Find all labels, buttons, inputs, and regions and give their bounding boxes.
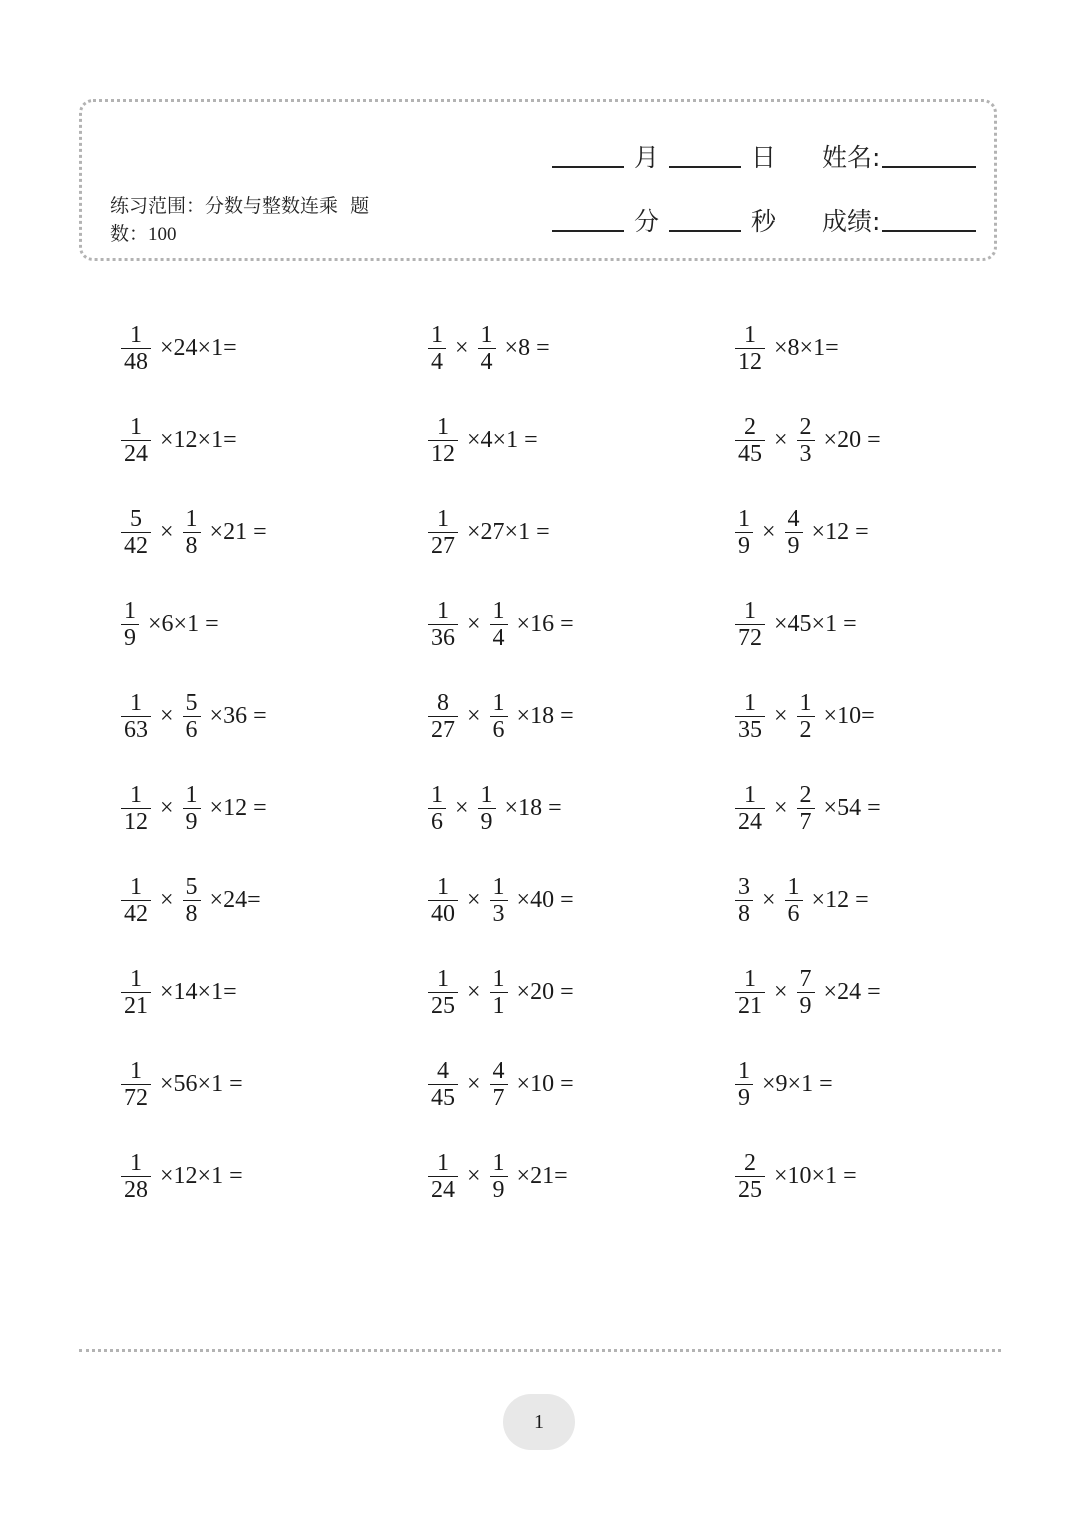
numerator: 1 <box>130 965 142 992</box>
fraction <box>121 598 139 651</box>
operator-text: ×10 = <box>516 1070 574 1097</box>
operator-text: ×54 = <box>823 794 881 821</box>
numerator: 1 <box>130 413 142 440</box>
problem-item <box>732 318 845 378</box>
problem-item <box>425 778 568 838</box>
denominator: 25 <box>431 992 455 1019</box>
operator-text: ×8 = <box>504 334 550 361</box>
operator-text: ×24 = <box>823 978 881 1005</box>
operator-text: ×12 = <box>811 886 869 913</box>
problem-item <box>732 778 887 838</box>
numerator: 1 <box>744 689 756 716</box>
numerator: 1 <box>185 781 198 808</box>
numerator: 4 <box>437 1057 449 1084</box>
numerator: 1 <box>130 321 142 348</box>
denominator: 3 <box>799 440 812 467</box>
operator-text: ×12 = <box>811 518 869 545</box>
denominator: 9 <box>738 532 750 559</box>
operator-text: × <box>160 886 174 913</box>
question-count: 100 <box>148 224 177 245</box>
operator-text: × <box>467 1162 481 1189</box>
denominator: 4 <box>492 624 505 651</box>
numerator: 1 <box>185 505 198 532</box>
month-label: 月 <box>634 143 660 172</box>
denominator: 24 <box>124 440 148 467</box>
fraction <box>121 690 151 743</box>
numerator: 8 <box>437 689 449 716</box>
denominator: 45 <box>431 1084 455 1111</box>
fraction <box>183 506 201 559</box>
problem-item <box>425 870 580 930</box>
fraction <box>428 1058 458 1111</box>
numerator: 4 <box>492 1057 505 1084</box>
operator-text: ×12 = <box>209 794 267 821</box>
time-score-row <box>552 200 976 236</box>
denominator: 24 <box>431 1176 455 1203</box>
fraction <box>490 966 508 1019</box>
numerator: 5 <box>185 873 198 900</box>
fraction <box>121 414 151 467</box>
operator-text: × <box>762 518 776 545</box>
operator-text: ×21 = <box>209 518 267 545</box>
denominator: 36 <box>431 624 455 651</box>
fraction <box>428 690 458 743</box>
fraction <box>797 414 815 467</box>
problem-item <box>732 1054 839 1114</box>
numerator: 1 <box>431 781 443 808</box>
operator-text: ×56×1 = <box>160 1070 243 1097</box>
denominator: 9 <box>799 992 812 1019</box>
fraction <box>490 1058 508 1111</box>
numerator: 2 <box>799 781 812 808</box>
fraction <box>478 782 496 835</box>
numerator: 1 <box>744 597 756 624</box>
denominator: 42 <box>124 532 148 559</box>
denominator: 9 <box>492 1176 505 1203</box>
numerator: 1 <box>431 321 443 348</box>
name-label: 姓名: <box>822 143 881 172</box>
fraction <box>735 782 765 835</box>
denominator: 6 <box>431 808 443 835</box>
practice-range <box>110 192 430 249</box>
count-label-2: 数： <box>110 223 149 245</box>
minute-label: 分 <box>634 207 660 236</box>
operator-text: ×18 = <box>504 794 562 821</box>
numerator: 3 <box>738 873 750 900</box>
operator-text: ×21= <box>516 1162 568 1189</box>
numerator: 1 <box>744 321 756 348</box>
operator-text: × <box>160 794 174 821</box>
fraction <box>490 598 508 651</box>
denominator: 7 <box>492 1084 505 1111</box>
denominator: 12 <box>431 440 455 467</box>
numerator: 1 <box>738 505 750 532</box>
numerator: 1 <box>492 965 505 992</box>
numerator: 1 <box>124 597 136 624</box>
fraction <box>735 690 765 743</box>
fraction <box>121 1150 151 1203</box>
operator-text: ×4×1 = <box>467 426 538 453</box>
fraction <box>428 782 446 835</box>
numerator: 1 <box>492 689 505 716</box>
problem-item <box>118 318 243 378</box>
denominator: 9 <box>787 532 800 559</box>
problem-item <box>118 686 273 746</box>
denominator: 8 <box>185 532 198 559</box>
operator-text: × <box>467 702 481 729</box>
numerator: 1 <box>787 873 800 900</box>
numerator: 1 <box>799 689 812 716</box>
problem-item <box>425 594 580 654</box>
fraction <box>428 414 458 467</box>
fraction <box>735 966 765 1019</box>
fraction <box>428 598 458 651</box>
numerator: 1 <box>492 873 505 900</box>
numerator: 1 <box>437 965 449 992</box>
second-blank[interactable] <box>669 229 741 232</box>
fraction <box>735 874 753 927</box>
fraction <box>183 874 201 927</box>
problem-item <box>732 870 875 930</box>
operator-text: ×20 = <box>516 978 574 1005</box>
denominator: 63 <box>124 716 148 743</box>
operator-text: × <box>160 518 174 545</box>
name-blank[interactable] <box>882 165 976 168</box>
problem-item <box>732 410 887 470</box>
denominator: 2 <box>799 716 812 743</box>
fraction <box>797 782 815 835</box>
fraction <box>490 1150 508 1203</box>
numerator: 1 <box>744 781 756 808</box>
fraction <box>121 782 151 835</box>
fraction <box>428 506 458 559</box>
operator-text: ×24×1= <box>160 334 237 361</box>
denominator: 4 <box>480 348 493 375</box>
fraction <box>428 966 458 1019</box>
fraction <box>121 966 151 1019</box>
fraction <box>121 874 151 927</box>
numerator: 4 <box>787 505 800 532</box>
denominator: 1 <box>492 992 505 1019</box>
denominator: 21 <box>738 992 762 1019</box>
page-number: 1 <box>503 1394 575 1450</box>
numerator: 5 <box>185 689 198 716</box>
fraction <box>121 506 151 559</box>
problem-item <box>732 594 863 654</box>
problem-item <box>732 686 881 746</box>
denominator: 12 <box>738 348 762 375</box>
numerator: 1 <box>437 505 449 532</box>
problem-item <box>118 778 273 838</box>
operator-text: ×14×1= <box>160 978 237 1005</box>
operator-text: ×18 = <box>516 702 574 729</box>
operator-text: × <box>467 1070 481 1097</box>
problem-item <box>118 870 267 930</box>
operator-text: × <box>160 702 174 729</box>
fraction <box>785 506 803 559</box>
operator-text: × <box>467 610 481 637</box>
denominator: 8 <box>185 900 198 927</box>
problem-item <box>118 502 273 562</box>
denominator: 9 <box>124 624 136 651</box>
numerator: 1 <box>437 1149 449 1176</box>
operator-text: ×6×1 = <box>148 610 219 637</box>
fraction <box>121 322 151 375</box>
fraction <box>183 782 201 835</box>
numerator: 1 <box>130 689 142 716</box>
operator-text: ×20 = <box>823 426 881 453</box>
numerator: 1 <box>130 1057 142 1084</box>
problem-item <box>425 686 580 746</box>
operator-text: × <box>774 794 788 821</box>
problem-item <box>425 1054 580 1114</box>
operator-text: × <box>455 794 469 821</box>
numerator: 1 <box>437 413 449 440</box>
denominator: 72 <box>738 624 762 651</box>
denominator: 8 <box>738 900 750 927</box>
fraction <box>183 690 201 743</box>
numerator: 2 <box>744 413 756 440</box>
denominator: 6 <box>787 900 800 927</box>
denominator: 48 <box>124 348 148 375</box>
fraction <box>785 874 803 927</box>
denominator: 27 <box>431 532 455 559</box>
operator-text: × <box>774 702 788 729</box>
fraction <box>735 506 753 559</box>
denominator: 9 <box>185 808 198 835</box>
problem-item <box>732 1146 863 1206</box>
fraction <box>121 1058 151 1111</box>
operator-text: × <box>467 978 481 1005</box>
operator-text: ×8×1= <box>774 334 839 361</box>
date-name-row <box>552 136 976 172</box>
month-blank[interactable] <box>552 165 624 168</box>
problem-item <box>118 962 243 1022</box>
numerator: 1 <box>437 597 449 624</box>
denominator: 28 <box>124 1176 148 1203</box>
numerator: 5 <box>130 505 142 532</box>
numerator: 1 <box>738 1057 750 1084</box>
score-blank[interactable] <box>882 229 976 232</box>
denominator: 40 <box>431 900 455 927</box>
denominator: 21 <box>124 992 148 1019</box>
fraction <box>428 322 446 375</box>
operator-text: ×12×1= <box>160 426 237 453</box>
range-prefix: 练习范围： <box>110 195 206 217</box>
fraction <box>797 966 815 1019</box>
fraction <box>797 690 815 743</box>
operator-text: ×27×1 = <box>467 518 550 545</box>
denominator: 27 <box>431 716 455 743</box>
count-label-1: 题 <box>350 195 370 217</box>
problem-item <box>425 410 544 470</box>
denominator: 42 <box>124 900 148 927</box>
problem-item <box>425 962 580 1022</box>
denominator: 9 <box>480 808 493 835</box>
fraction <box>735 414 765 467</box>
denominator: 3 <box>492 900 505 927</box>
operator-text: ×10×1 = <box>774 1162 857 1189</box>
problem-item <box>425 318 556 378</box>
operator-text: ×12×1 = <box>160 1162 243 1189</box>
operator-text: ×9×1 = <box>762 1070 833 1097</box>
problem-item <box>425 1146 574 1206</box>
denominator: 25 <box>738 1176 762 1203</box>
denominator: 35 <box>738 716 762 743</box>
fraction <box>428 1150 458 1203</box>
operator-text: × <box>455 334 469 361</box>
denominator: 6 <box>185 716 198 743</box>
second-label: 秒 <box>751 207 777 236</box>
denominator: 24 <box>738 808 762 835</box>
problem-item <box>425 502 556 562</box>
denominator: 6 <box>492 716 505 743</box>
numerator: 1 <box>437 873 449 900</box>
fraction <box>735 1058 753 1111</box>
numerator: 2 <box>799 413 812 440</box>
day-blank[interactable] <box>669 165 741 168</box>
fraction <box>735 598 765 651</box>
fraction <box>490 874 508 927</box>
numerator: 1 <box>492 1149 505 1176</box>
problem-item <box>118 410 243 470</box>
denominator: 4 <box>431 348 443 375</box>
operator-text: × <box>774 426 788 453</box>
operator-text: × <box>774 978 788 1005</box>
fraction <box>478 322 496 375</box>
numerator: 7 <box>799 965 812 992</box>
problem-item <box>118 1146 249 1206</box>
problem-item <box>732 962 887 1022</box>
fraction <box>735 1150 765 1203</box>
denominator: 45 <box>738 440 762 467</box>
denominator: 12 <box>124 808 148 835</box>
operator-text: ×16 = <box>516 610 574 637</box>
score-label: 成绩: <box>822 207 881 236</box>
day-label: 日 <box>751 143 777 172</box>
problem-item <box>118 594 225 654</box>
denominator: 72 <box>124 1084 148 1111</box>
fraction <box>735 322 765 375</box>
operator-text: ×10= <box>823 702 875 729</box>
numerator: 1 <box>130 1149 142 1176</box>
numerator: 1 <box>492 597 505 624</box>
range-value: 分数与整数连乘 <box>205 195 339 217</box>
operator-text: ×40 = <box>516 886 574 913</box>
minute-blank[interactable] <box>552 229 624 232</box>
footer-divider <box>79 1349 1001 1352</box>
operator-text: ×24= <box>209 886 261 913</box>
denominator: 9 <box>738 1084 750 1111</box>
numerator: 1 <box>480 321 493 348</box>
operator-text: ×36 = <box>209 702 267 729</box>
numerator: 1 <box>744 965 756 992</box>
problem-item <box>118 1054 249 1114</box>
problem-item <box>732 502 875 562</box>
operator-text: × <box>467 886 481 913</box>
operator-text: × <box>762 886 776 913</box>
numerator: 2 <box>744 1149 756 1176</box>
numerator: 1 <box>130 781 142 808</box>
operator-text: ×45×1 = <box>774 610 857 637</box>
numerator: 1 <box>480 781 493 808</box>
denominator: 7 <box>799 808 812 835</box>
fraction <box>490 690 508 743</box>
fraction <box>428 874 458 927</box>
numerator: 1 <box>130 873 142 900</box>
header-box <box>79 99 997 261</box>
